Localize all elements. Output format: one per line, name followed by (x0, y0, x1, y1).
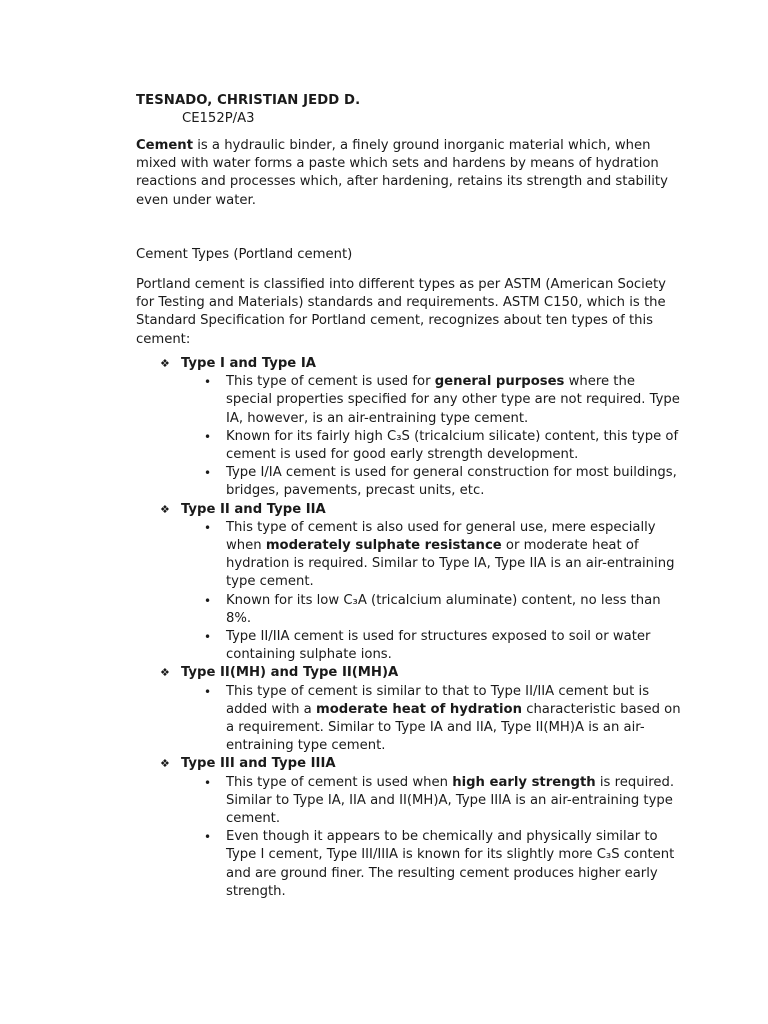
bullet-dot-icon: • (204, 375, 212, 390)
bullet-list (136, 519, 681, 665)
type-section (136, 355, 681, 501)
bullet-dot-icon: • (204, 630, 212, 645)
type-title (136, 355, 681, 373)
type-title (136, 501, 681, 519)
type-section (136, 755, 681, 901)
type-title-text: Type I and Type IA (181, 356, 316, 371)
bullet-item (136, 464, 681, 500)
bullet-item (136, 774, 681, 829)
bullet-text: This type of cement is used when (226, 774, 453, 790)
bullet-item (136, 592, 681, 628)
bullet-item (136, 628, 681, 664)
diamond-bullet-icon: ❖ (160, 666, 170, 680)
bullet-item (136, 519, 681, 592)
diamond-bullet-icon: ❖ (160, 757, 170, 771)
type-section (136, 501, 681, 665)
type-title-text: Type II(MH) and Type II(MH)A (181, 665, 399, 681)
bullet-text-continued: is required. Similar to Type IA, IIA and II(MH)A, Type IIIA is an air-entraining type cement. (226, 774, 675, 827)
bullet-text: Type II/IIA cement is used for structures exposed to soil or water containing sulphate ions. (226, 629, 651, 663)
type-title (136, 664, 681, 682)
bullet-emphasis: moderate heat of hydration (315, 701, 522, 717)
bullet-dot-icon: • (204, 830, 212, 845)
bullet-text-continued: characteristic based on a requirement. Similar to Type IA and IIA, Type II(MH)A is an air-entraining type cement. (226, 701, 681, 754)
bullet-text: Known for its fairly high C₃S (tricalcium silicate) content, this type of cement is used for good early strength development. (226, 428, 679, 463)
portland-paragraph: Portland cement is classified into different types as per ASTM (American Society for Testing and Materials) standards and requirements. ASTM C150, which is the Standard Specification for Portland cement, recognizes about ten types of this cement: (136, 277, 666, 347)
bullet-list (136, 373, 681, 500)
bullet-dot-icon: • (204, 520, 212, 535)
intro-paragraph (136, 137, 681, 210)
bullet-text-continued: or moderate heat of hydration is required. Similar to Type IA, Type IIA is an air-entraining type cement. (226, 538, 675, 590)
bullet-text: Type I/IA cement is used for general construction for most buildings, bridges, pavements, precast units, etc. (226, 465, 677, 499)
bullet-dot-icon: • (204, 775, 212, 790)
bullet-item (136, 828, 681, 901)
bullet-dot-icon: • (204, 466, 212, 481)
bullet-emphasis: high early strength (452, 774, 596, 790)
bullet-list (136, 683, 681, 756)
bullet-emphasis: general purposes (434, 374, 565, 390)
bullet-text: Known for its low C₃A (tricalcium aluminate) content, no less than 8%. (226, 592, 661, 626)
author-name: TESNADO, CHRISTIAN JEDD D. (136, 93, 361, 108)
type-section (136, 664, 681, 755)
type-title-text: Type II and Type IIA (181, 501, 326, 517)
diamond-bullet-icon: ❖ (160, 357, 170, 370)
intro-term: Cement (136, 138, 193, 153)
bullet-text: This type of cement is used for (226, 374, 435, 390)
section-heading: Cement Types (Portland cement) (136, 247, 353, 262)
bullet-dot-icon: • (204, 429, 212, 444)
diamond-bullet-icon: ❖ (160, 502, 170, 516)
bullet-text: This type of cement is similar to that to Type II/IIA cement but is added with a (226, 683, 650, 717)
bullet-dot-icon: • (204, 593, 212, 608)
bullet-item (136, 373, 681, 428)
bullet-emphasis: moderately sulphate resistance (265, 538, 502, 554)
bullet-text: This type of cement is also used for general use, mere especially when (226, 519, 656, 554)
bullet-text-continued: where the special properties specified for any other type are not required. Type IA, however, is an air-entraining type cement. (226, 374, 680, 426)
bullet-dot-icon: • (204, 684, 212, 699)
intro-definition: is a hydraulic binder, a finely ground inorganic material which, when mixed with water forms a paste which sets and hardens by means of hydration reactions and processes which, after hardening, retains its strength and stability even under water. (136, 138, 668, 208)
bullet-item (136, 683, 681, 756)
course-code: CE152P/A3 (182, 111, 255, 126)
bullet-text: Even though it appears to be chemically and physically similar to Type I cement, Type III/IIIA is known for its slightly more C₃S content and are ground finer. The resulting cement produces higher early strength. (226, 829, 675, 899)
type-title (136, 755, 681, 773)
cement-types-list (136, 355, 681, 901)
bullet-item (136, 428, 681, 464)
bullet-list (136, 774, 681, 901)
type-title-text: Type III and Type IIIA (181, 756, 336, 772)
